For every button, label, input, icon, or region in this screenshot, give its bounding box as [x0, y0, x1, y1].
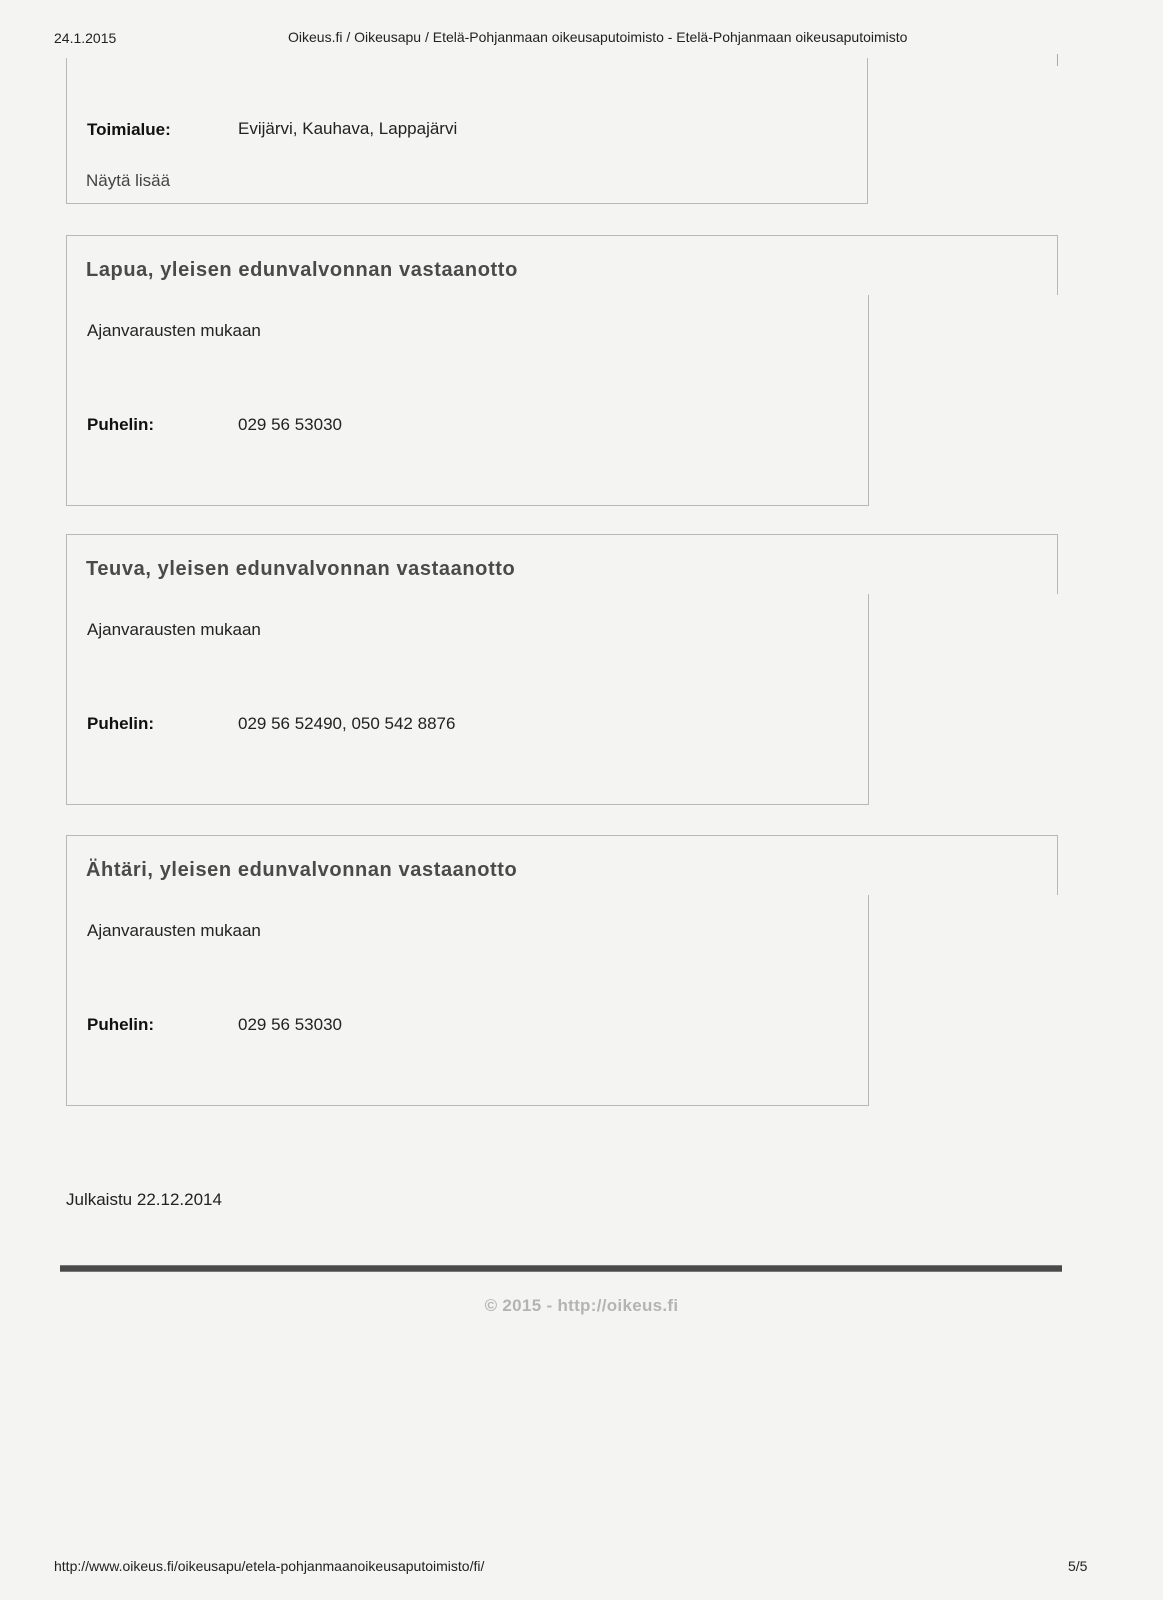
card-border-right: [1057, 534, 1058, 594]
phone-label: Puhelin:: [87, 1015, 155, 1034]
card-border-bottom: [66, 1105, 869, 1106]
office-card-fragment: [66, 58, 868, 204]
copyright-text: © 2015 - http://oikeus.fi: [484, 1296, 679, 1315]
office-hours: Ajanvarausten mukaan: [87, 620, 261, 639]
card-inner-border: [868, 895, 869, 1105]
published-date: Julkaistu 22.12.2014: [66, 1190, 222, 1209]
office-hours: Ajanvarausten mukaan: [87, 921, 261, 940]
footer-divider: [60, 1265, 1062, 1272]
service-area-label: Toimialue:: [87, 120, 171, 139]
print-url: http://www.oikeus.fi/oikeusapu/etela-pohjanmaanoikeusaputoimisto/fi/: [54, 1558, 485, 1574]
office-title: Ähtäri, yleisen edunvalvonnan vastaanotto: [86, 859, 518, 881]
office-title: Lapua, yleisen edunvalvonnan vastaanotto: [86, 259, 518, 281]
office-hours: Ajanvarausten mukaan: [87, 321, 261, 340]
phone-label: Puhelin:: [87, 714, 155, 733]
card-border-left: [66, 235, 67, 505]
card-border-bottom: [66, 804, 869, 805]
office-title: Teuva, yleisen edunvalvonnan vastaanotto: [86, 558, 516, 580]
phone-label: Puhelin:: [87, 415, 155, 434]
card-border-top: [66, 235, 1058, 236]
card-border-left: [66, 534, 67, 804]
card-inner-border: [868, 594, 869, 804]
print-date: 24.1.2015: [54, 30, 117, 46]
print-page-title: Oikeus.fi / Oikeusapu / Etelä-Pohjanmaan oikeusaputoimisto - Etelä-Pohjanmaan oikeusaputoimisto: [288, 29, 908, 45]
phone-value[interactable]: 029 56 53030: [238, 415, 342, 434]
phone-value[interactable]: 029 56 52490, 050 542 8876: [238, 714, 456, 733]
show-more-link[interactable]: Näytä lisää: [86, 171, 171, 190]
card-inner-border: [868, 295, 869, 505]
card-border-bottom: [66, 505, 869, 506]
service-area-value: Evijärvi, Kauhava, Lappajärvi: [238, 119, 458, 138]
office-card-teuva: [66, 534, 1058, 806]
card-border-right: [1057, 835, 1058, 895]
card-border-top: [66, 835, 1058, 836]
header-divider: [1057, 54, 1058, 66]
card-border-right: [1057, 235, 1058, 295]
print-page-number: 5/5: [1068, 1558, 1088, 1574]
office-card-lapua: [66, 235, 1058, 507]
office-card-ahtari: [66, 835, 1058, 1107]
card-border-left: [66, 835, 67, 1105]
card-border-top: [66, 534, 1058, 535]
phone-value[interactable]: 029 56 53030: [238, 1015, 342, 1034]
